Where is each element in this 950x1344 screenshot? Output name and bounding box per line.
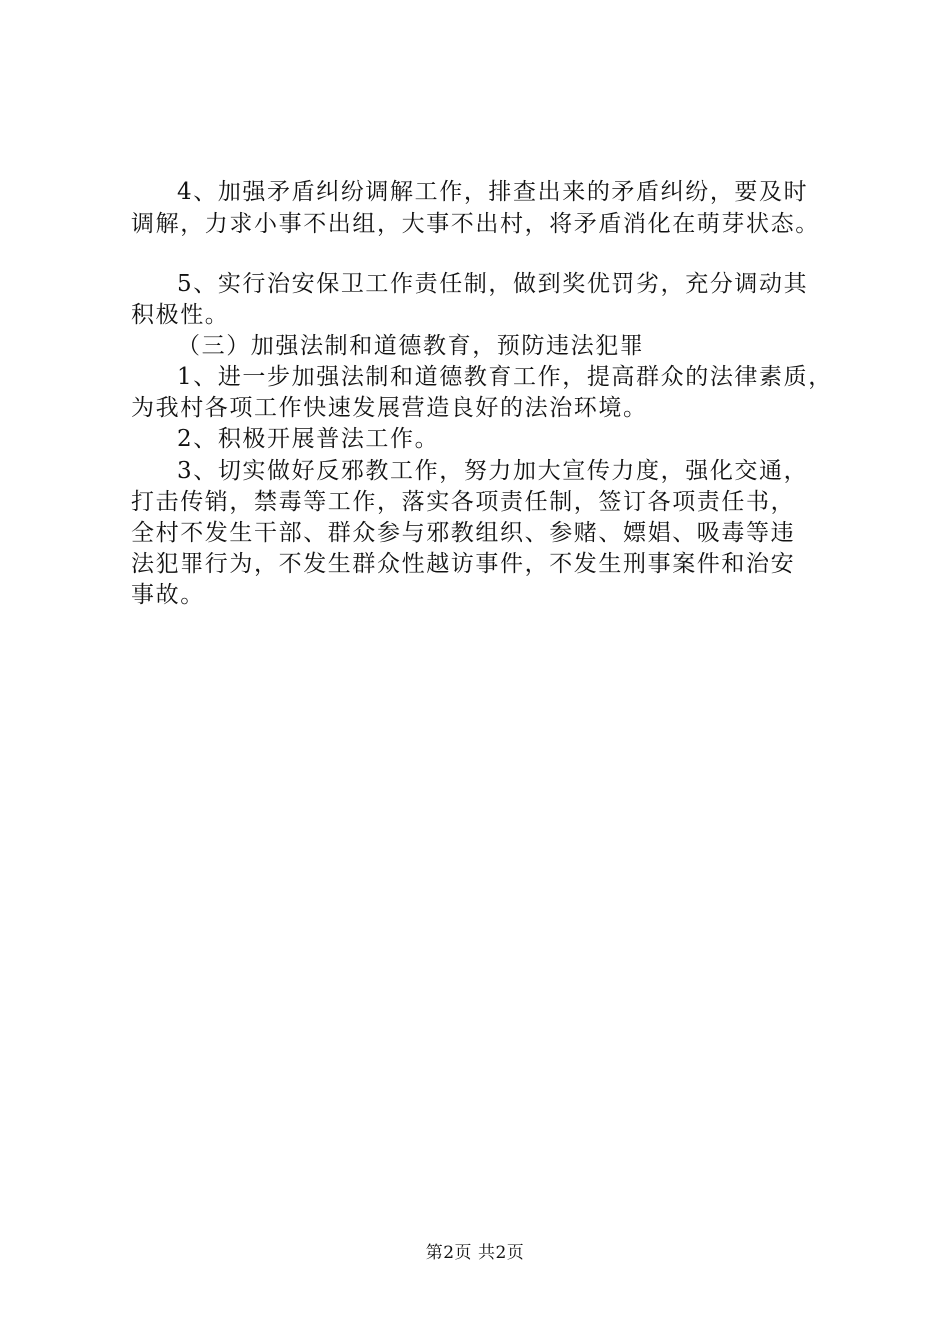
item-3-line-2: 打击传销，禁毒等工作，落实各项责任制，签订各项责任书， (131, 489, 796, 515)
item-3-line-3: 全村不发生干部、群众参与邪教组织、参赌、嫖娼、吸毒等违 (131, 520, 796, 546)
item-3-line-1: 3、切实做好反邪教工作，努力加大宣传力度，强化交通， (177, 458, 809, 484)
item-1-line-1: 1、进一步加强法制和道德教育工作，提高群众的法律素质， (177, 364, 833, 390)
item-2-line-1: 2、积极开展普法工作。 (177, 426, 440, 452)
paragraph-4-line-1: 4、加强矛盾纠纷调解工作，排查出来的矛盾纠纷，要及时 (177, 179, 809, 205)
item-3-line-5: 事故。 (131, 582, 205, 608)
item-3-line-4: 法犯罪行为，不发生群众性越访事件，不发生刑事案件和治安 (131, 551, 796, 577)
paragraph-4-line-2: 调解，力求小事不出组，大事不出村，将矛盾消化在萌芽状态。 (131, 211, 820, 237)
section-heading: （三）加强法制和道德教育，预防违法犯罪 (177, 333, 645, 359)
item-1-line-2: 为我村各项工作快速发展营造良好的法治环境。 (131, 395, 648, 421)
paragraph-5-line-2: 积极性。 (131, 302, 230, 328)
paragraph-5-line-1: 5、实行治安保卫工作责任制，做到奖优罚劣，充分调动其 (177, 271, 809, 297)
page-footer: 第2页 共2页 (425, 1243, 525, 1263)
